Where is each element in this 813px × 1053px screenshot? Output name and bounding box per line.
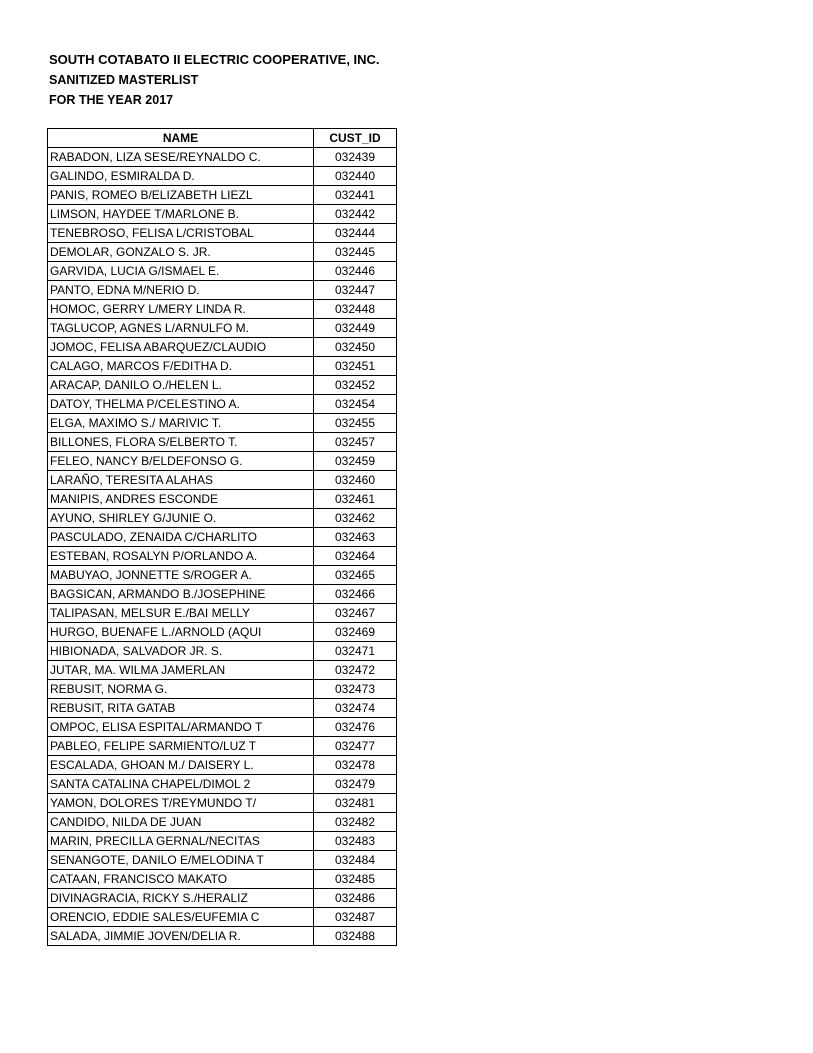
table-row: [48, 414, 397, 433]
table-row: [48, 566, 397, 585]
customer-name-cell: BAGSICAN, ARMANDO B./JOSEPHINE: [48, 585, 314, 604]
customer-id-cell: 032452: [314, 376, 397, 395]
customer-id-cell: 032462: [314, 509, 397, 528]
customer-name-cell: RABADON, LIZA SESE/REYNALDO C.: [48, 148, 314, 167]
customer-name-cell: DATOY, THELMA P/CELESTINO A.: [48, 395, 314, 414]
customer-name-cell: BILLONES, FLORA S/ELBERTO T.: [48, 433, 314, 452]
customer-name-cell: GALINDO, ESMIRALDA D.: [48, 167, 314, 186]
customer-id-cell: 032463: [314, 528, 397, 547]
customer-name-cell: OMPOC, ELISA ESPITAL/ARMANDO T: [48, 718, 314, 737]
column-header-name: NAME: [48, 129, 314, 148]
customer-id-cell: 032459: [314, 452, 397, 471]
customer-id-cell: 032484: [314, 851, 397, 870]
customer-id-cell: 032467: [314, 604, 397, 623]
customer-id-cell: 032482: [314, 813, 397, 832]
customer-id-cell: 032478: [314, 756, 397, 775]
customer-id-cell: 032449: [314, 319, 397, 338]
table-row: [48, 281, 397, 300]
table-row: [48, 224, 397, 243]
table-row: [48, 794, 397, 813]
table-row: [48, 319, 397, 338]
customer-id-cell: 032440: [314, 167, 397, 186]
customer-id-cell: 032451: [314, 357, 397, 376]
customer-id-cell: 032460: [314, 471, 397, 490]
customer-id-cell: 032446: [314, 262, 397, 281]
customer-id-cell: 032481: [314, 794, 397, 813]
customer-id-cell: 032473: [314, 680, 397, 699]
table-row: [48, 300, 397, 319]
table-row: [48, 832, 397, 851]
customer-id-cell: 032465: [314, 566, 397, 585]
table-row: [48, 376, 397, 395]
customer-name-cell: CATAAN, FRANCISCO MAKATO: [48, 870, 314, 889]
customer-name-cell: LIMSON, HAYDEE T/MARLONE B.: [48, 205, 314, 224]
customer-name-cell: SANTA CATALINA CHAPEL/DIMOL 2: [48, 775, 314, 794]
customer-id-cell: 032471: [314, 642, 397, 661]
table-row: [48, 908, 397, 927]
table-body: [48, 148, 397, 946]
customer-name-cell: PABLEO, FELIPE SARMIENTO/LUZ T: [48, 737, 314, 756]
table-row: [48, 490, 397, 509]
customer-name-cell: SALADA, JIMMIE JOVEN/DELIA R.: [48, 927, 314, 946]
customer-name-cell: ORENCIO, EDDIE SALES/EUFEMIA C: [48, 908, 314, 927]
customer-name-cell: JUTAR, MA. WILMA JAMERLAN: [48, 661, 314, 680]
table-row: [48, 509, 397, 528]
table-row: [48, 452, 397, 471]
table-row: [48, 756, 397, 775]
table-row: [48, 699, 397, 718]
customer-name-cell: CANDIDO, NILDA DE JUAN: [48, 813, 314, 832]
customer-name-cell: AYUNO, SHIRLEY G/JUNIE O.: [48, 509, 314, 528]
customer-id-cell: 032472: [314, 661, 397, 680]
customer-name-cell: HOMOC, GERRY L/MERY LINDA R.: [48, 300, 314, 319]
table-row: [48, 604, 397, 623]
document-header: [49, 50, 380, 110]
customer-id-cell: 032476: [314, 718, 397, 737]
year-line: FOR THE YEAR 2017: [49, 93, 174, 107]
customer-name-cell: YAMON, DOLORES T/REYMUNDO T/: [48, 794, 314, 813]
customer-name-cell: TALIPASAN, MELSUR E./BAI MELLY: [48, 604, 314, 623]
customer-name-cell: PANTO, EDNA M/NERIO D.: [48, 281, 314, 300]
table-row: [48, 889, 397, 908]
customer-id-cell: 032448: [314, 300, 397, 319]
table-row: [48, 585, 397, 604]
table-row: [48, 471, 397, 490]
customer-name-cell: REBUSIT, NORMA G.: [48, 680, 314, 699]
customer-name-cell: HIBIONADA, SALVADOR JR. S.: [48, 642, 314, 661]
document-subtitle: SANITIZED MASTERLIST: [49, 73, 199, 87]
table-row: [48, 148, 397, 167]
table-row: [48, 680, 397, 699]
company-name: SOUTH COTABATO II ELECTRIC COOPERATIVE, INC.: [49, 52, 380, 67]
table-row: [48, 186, 397, 205]
customer-id-cell: 032485: [314, 870, 397, 889]
customer-name-cell: ARACAP, DANILO O./HELEN L.: [48, 376, 314, 395]
table-row: [48, 851, 397, 870]
customer-name-cell: ELGA, MAXIMO S./ MARIVIC T.: [48, 414, 314, 433]
customer-name-cell: MABUYAO, JONNETTE S/ROGER A.: [48, 566, 314, 585]
customer-id-cell: 032486: [314, 889, 397, 908]
table-row: [48, 737, 397, 756]
customer-name-cell: GARVIDA, LUCIA G/ISMAEL E.: [48, 262, 314, 281]
customer-name-cell: TAGLUCOP, AGNES L/ARNULFO M.: [48, 319, 314, 338]
customer-name-cell: MARIN, PRECILLA GERNAL/NECITAS: [48, 832, 314, 851]
customer-id-cell: 032464: [314, 547, 397, 566]
table-row: [48, 547, 397, 566]
table-row: [48, 870, 397, 889]
customer-name-cell: DIVINAGRACIA, RICKY S./HERALIZ: [48, 889, 314, 908]
customer-id-cell: 032479: [314, 775, 397, 794]
table-row: [48, 357, 397, 376]
column-header-cust-id: CUST_ID: [314, 129, 397, 148]
customer-name-cell: DEMOLAR, GONZALO S. JR.: [48, 243, 314, 262]
table-row: [48, 262, 397, 281]
table-row: [48, 661, 397, 680]
customer-name-cell: HURGO, BUENAFE L./ARNOLD (AQUI: [48, 623, 314, 642]
table-row: [48, 338, 397, 357]
table-row: [48, 813, 397, 832]
customer-id-cell: 032445: [314, 243, 397, 262]
customer-id-cell: 032450: [314, 338, 397, 357]
customer-name-cell: LARAÑO, TERESITA ALAHAS: [48, 471, 314, 490]
customer-name-cell: CALAGO, MARCOS F/EDITHA D.: [48, 357, 314, 376]
table-row: [48, 395, 397, 414]
table-row: [48, 243, 397, 262]
customer-id-cell: 032444: [314, 224, 397, 243]
customer-id-cell: 032483: [314, 832, 397, 851]
customer-id-cell: 032466: [314, 585, 397, 604]
customer-name-cell: PANIS, ROMEO B/ELIZABETH LIEZL: [48, 186, 314, 205]
table-row: [48, 205, 397, 224]
table-row: [48, 927, 397, 946]
customer-name-cell: JOMOC, FELISA ABARQUEZ/CLAUDIO: [48, 338, 314, 357]
customer-id-cell: 032487: [314, 908, 397, 927]
table-row: [48, 528, 397, 547]
customer-id-cell: 032469: [314, 623, 397, 642]
customer-id-cell: 032477: [314, 737, 397, 756]
customer-name-cell: MANIPIS, ANDRES ESCONDE: [48, 490, 314, 509]
table-row: [48, 433, 397, 452]
customer-id-cell: 032442: [314, 205, 397, 224]
customer-name-cell: PASCULADO, ZENAIDA C/CHARLITO: [48, 528, 314, 547]
customer-name-cell: REBUSIT, RITA GATAB: [48, 699, 314, 718]
table-row: [48, 775, 397, 794]
customer-name-cell: SENANGOTE, DANILO E/MELODINA T: [48, 851, 314, 870]
customer-name-cell: TENEBROSO, FELISA L/CRISTOBAL: [48, 224, 314, 243]
table-row: [48, 642, 397, 661]
customer-id-cell: 032447: [314, 281, 397, 300]
customer-id-cell: 032474: [314, 699, 397, 718]
customer-id-cell: 032488: [314, 927, 397, 946]
table-row: [48, 623, 397, 642]
table-header-row: [48, 129, 397, 148]
customer-id-cell: 032457: [314, 433, 397, 452]
customer-name-cell: ESTEBAN, ROSALYN P/ORLANDO A.: [48, 547, 314, 566]
customer-name-cell: FELEO, NANCY B/ELDEFONSO G.: [48, 452, 314, 471]
customer-id-cell: 032441: [314, 186, 397, 205]
customer-name-cell: ESCALADA, GHOAN M./ DAISERY L.: [48, 756, 314, 775]
table-row: [48, 167, 397, 186]
customer-id-cell: 032461: [314, 490, 397, 509]
customer-id-cell: 032439: [314, 148, 397, 167]
customer-id-cell: 032454: [314, 395, 397, 414]
table-row: [48, 718, 397, 737]
masterlist-table: [47, 128, 397, 946]
customer-id-cell: 032455: [314, 414, 397, 433]
